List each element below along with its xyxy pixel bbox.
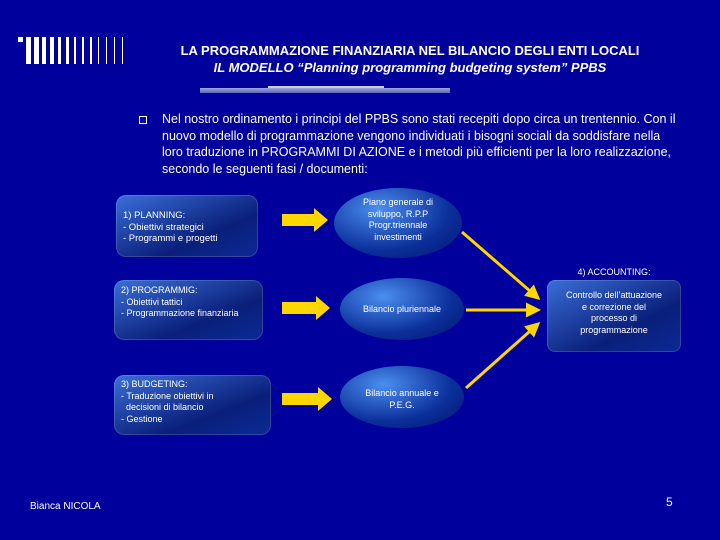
arrow-programmig-icon [282, 296, 330, 320]
document-programmig-oval [340, 278, 464, 340]
programmig-heading: 2) PROGRAMMIG: [121, 285, 198, 295]
planning-doc-line: Progr.triennale [368, 220, 428, 230]
phase-budgeting-box [114, 375, 271, 435]
accounting-line: processo di [590, 313, 638, 323]
planning-doc-line: sviluppo, R.P.P [367, 208, 429, 219]
arrow-budgeting-icon [282, 387, 332, 411]
planning-heading: 1) PLANNING: [123, 210, 186, 221]
phase-programmig-box [114, 280, 263, 340]
footer-author: Bianca NICOLA [30, 501, 101, 512]
planning-doc-line: investimenti [374, 231, 422, 242]
programmig-doc-line: Bilancio pluriennale [362, 304, 442, 314]
document-budgeting-oval [340, 366, 464, 428]
arrow-to-accounting-bottom-icon [466, 324, 538, 388]
budgeting-item: decisioni di bilancio [121, 402, 204, 412]
budgeting-item: - Gestione [121, 413, 163, 424]
title-line-1: LA PROGRAMMAZIONE FINANZIARIA NEL BILANCIO DEGLI ENTI LOCALI [180, 43, 640, 58]
phase-accounting-box [547, 280, 681, 352]
planning-item: - Programmi e progetti [123, 233, 218, 244]
intro-paragraph: Nel nostro ordinamento i principi del PPBS sono stati recepiti dopo circa un trentennio. Con il nuovo modello di programmazione vengono individuati i bisogni sociali da soddisfare nella loro traduzione in PROGRAMMI DI AZIONE e i metodi più efficienti per la loro realizzazione, secondo le seguenti fasi / documenti: [162, 112, 676, 176]
accounting-line: e correzione del [581, 301, 647, 312]
programmig-item: - Obiettivi tattici [121, 296, 183, 307]
accounting-line: programmazione [580, 324, 648, 335]
arrow-planning-icon [282, 208, 328, 232]
programmig-item: - Programmazione finanziaria [121, 308, 239, 318]
phase-planning-box [116, 195, 258, 257]
page-number: 5 [666, 495, 673, 509]
planning-doc-line: Piano generale di [362, 197, 434, 207]
budgeting-doc-line: P.E.G. [389, 399, 415, 410]
budgeting-item: - Traduzione obiettivi in [121, 390, 214, 401]
budgeting-doc-line: Bilancio annuale e [365, 388, 439, 398]
planning-item: - Obiettivi strategici [123, 221, 204, 233]
budgeting-heading: 3) BUDGETING: [121, 379, 188, 389]
accounting-line: Controllo dell’attuazione [565, 290, 663, 300]
document-planning-oval [334, 188, 462, 258]
accounting-label: 4) ACCOUNTING: [577, 267, 651, 277]
arrow-to-accounting-top-icon [462, 232, 538, 298]
title-line-2: IL MODELLO “Planning programming budgeting system” PPBS [213, 60, 607, 75]
